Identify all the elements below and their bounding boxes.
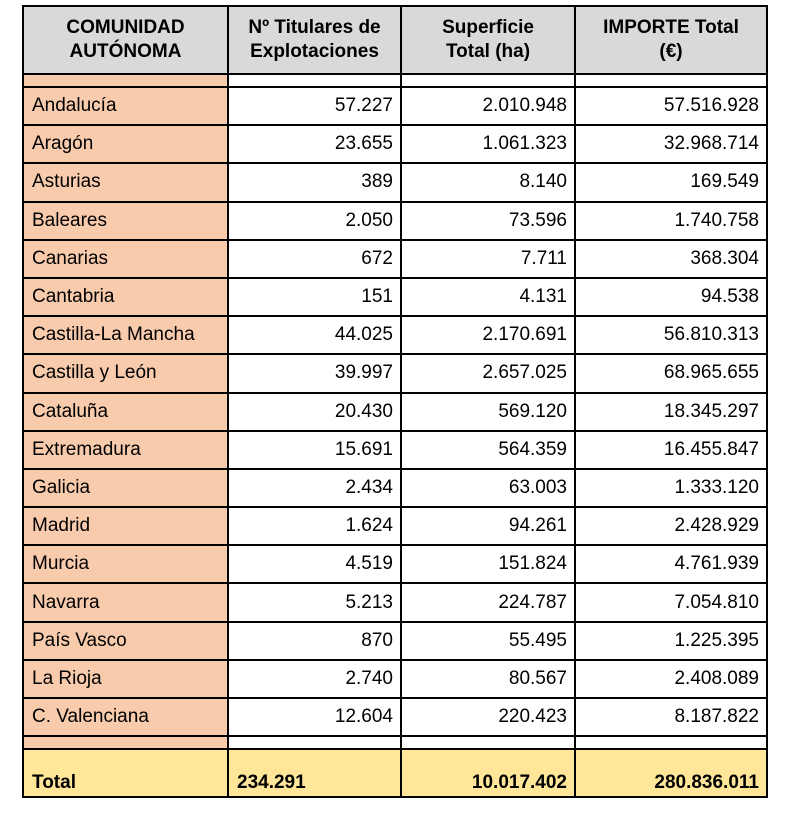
spacer-row — [23, 74, 767, 87]
table-row — [23, 469, 767, 507]
titulares-value: 20.430 — [228, 393, 401, 431]
superficie-value: 8.140 — [401, 163, 575, 201]
region-name: C. Valenciana — [23, 698, 228, 736]
data-table — [22, 5, 768, 798]
titulares-value: 151 — [228, 278, 401, 316]
region-name: País Vasco — [23, 622, 228, 660]
superficie-value: 63.003 — [401, 469, 575, 507]
titulares-value: 15.691 — [228, 431, 401, 469]
region-name: Castilla-La Mancha — [23, 316, 228, 354]
region-name: Galicia — [23, 469, 228, 507]
importe-value: 16.455.847 — [575, 431, 767, 469]
region-name: Canarias — [23, 240, 228, 278]
superficie-value: 1.061.323 — [401, 125, 575, 163]
table-row — [23, 125, 767, 163]
region-name: Castilla y León — [23, 354, 228, 392]
table-row — [23, 622, 767, 660]
importe-value: 18.345.297 — [575, 393, 767, 431]
importe-value: 94.538 — [575, 278, 767, 316]
header-superficie: Superficie Total (ha) — [401, 6, 575, 74]
table-row — [23, 545, 767, 583]
importe-value: 1.740.758 — [575, 202, 767, 240]
table-row — [23, 202, 767, 240]
header-comunidad: COMUNIDAD AUTÓNOMA — [23, 6, 228, 74]
titulares-value: 5.213 — [228, 583, 401, 621]
region-name: Cataluña — [23, 393, 228, 431]
titulares-value: 2.740 — [228, 660, 401, 698]
superficie-value: 55.495 — [401, 622, 575, 660]
importe-value: 32.968.714 — [575, 125, 767, 163]
table-row — [23, 278, 767, 316]
titulares-value: 870 — [228, 622, 401, 660]
region-name: Andalucía — [23, 87, 228, 125]
superficie-value: 224.787 — [401, 583, 575, 621]
superficie-value: 2.170.691 — [401, 316, 575, 354]
region-name: La Rioja — [23, 660, 228, 698]
importe-value: 1.225.395 — [575, 622, 767, 660]
table-row — [23, 87, 767, 125]
table-row — [23, 583, 767, 621]
titulares-value: 2.050 — [228, 202, 401, 240]
importe-value: 56.810.313 — [575, 316, 767, 354]
region-name: Baleares — [23, 202, 228, 240]
importe-value: 2.408.089 — [575, 660, 767, 698]
table-row — [23, 431, 767, 469]
total-titulares: 234.291 — [228, 749, 401, 797]
region-name: Navarra — [23, 583, 228, 621]
spacer-row — [23, 736, 767, 749]
titulares-value: 1.624 — [228, 507, 401, 545]
total-importe: 280.836.011 — [575, 749, 767, 797]
titulares-value: 672 — [228, 240, 401, 278]
importe-value: 8.187.822 — [575, 698, 767, 736]
titulares-value: 44.025 — [228, 316, 401, 354]
importe-value: 68.965.655 — [575, 354, 767, 392]
titulares-value: 57.227 — [228, 87, 401, 125]
superficie-value: 151.824 — [401, 545, 575, 583]
importe-value: 368.304 — [575, 240, 767, 278]
table-row — [23, 393, 767, 431]
header-row — [23, 6, 767, 74]
table-row — [23, 316, 767, 354]
table-row — [23, 354, 767, 392]
superficie-value: 7.711 — [401, 240, 575, 278]
table-row — [23, 507, 767, 545]
superficie-value: 564.359 — [401, 431, 575, 469]
superficie-value: 2.657.025 — [401, 354, 575, 392]
total-row — [23, 749, 767, 797]
superficie-value: 73.596 — [401, 202, 575, 240]
titulares-value: 389 — [228, 163, 401, 201]
importe-value: 7.054.810 — [575, 583, 767, 621]
region-name: Extremadura — [23, 431, 228, 469]
superficie-value: 4.131 — [401, 278, 575, 316]
table-row — [23, 660, 767, 698]
header-importe: IMPORTE Total (€) — [575, 6, 767, 74]
importe-value: 169.549 — [575, 163, 767, 201]
total-superficie: 10.017.402 — [401, 749, 575, 797]
region-name: Cantabria — [23, 278, 228, 316]
region-name: Murcia — [23, 545, 228, 583]
superficie-value: 94.261 — [401, 507, 575, 545]
superficie-value: 2.010.948 — [401, 87, 575, 125]
titulares-value: 12.604 — [228, 698, 401, 736]
region-name: Madrid — [23, 507, 228, 545]
header-titulares: Nº Titulares de Explotaciones — [228, 6, 401, 74]
titulares-value: 23.655 — [228, 125, 401, 163]
table-row — [23, 240, 767, 278]
total-label: Total — [23, 749, 228, 797]
superficie-value: 569.120 — [401, 393, 575, 431]
table-row — [23, 698, 767, 736]
table-row — [23, 163, 767, 201]
importe-value: 57.516.928 — [575, 87, 767, 125]
importe-value: 1.333.120 — [575, 469, 767, 507]
titulares-value: 2.434 — [228, 469, 401, 507]
region-name: Asturias — [23, 163, 228, 201]
titulares-value: 4.519 — [228, 545, 401, 583]
superficie-value: 80.567 — [401, 660, 575, 698]
importe-value: 2.428.929 — [575, 507, 767, 545]
titulares-value: 39.997 — [228, 354, 401, 392]
superficie-value: 220.423 — [401, 698, 575, 736]
region-name: Aragón — [23, 125, 228, 163]
importe-value: 4.761.939 — [575, 545, 767, 583]
